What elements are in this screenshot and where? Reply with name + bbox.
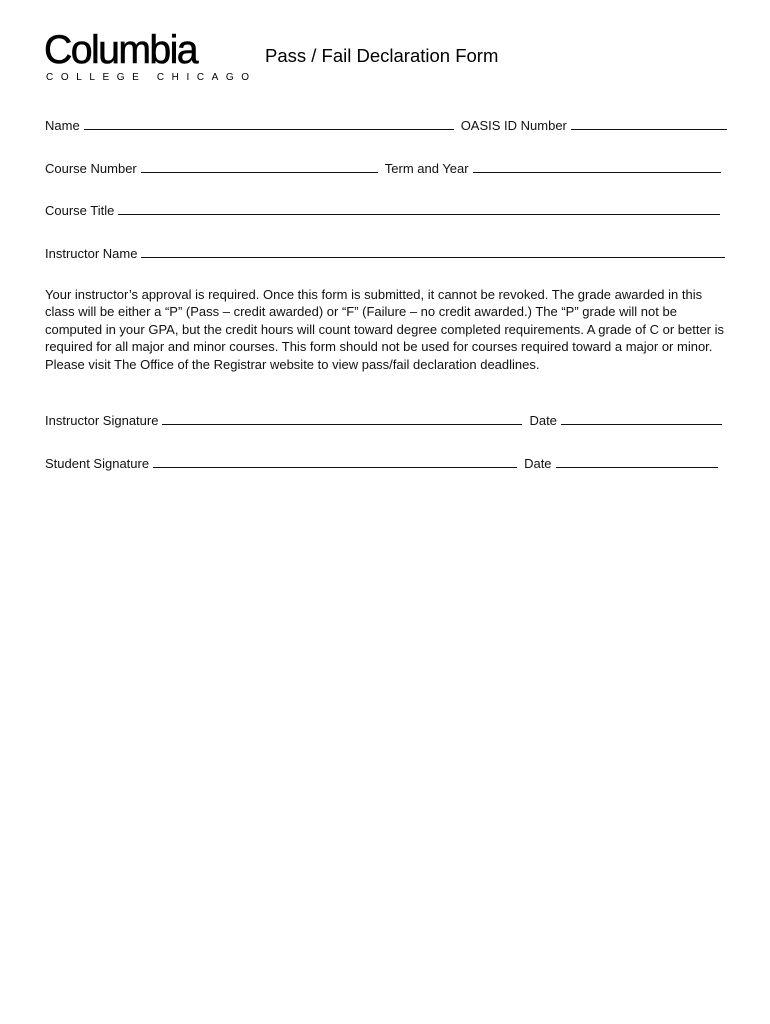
term-year-label: Term and Year bbox=[384, 161, 469, 176]
instructions-paragraph: Your instructor’s approval is required. Once this form is submitted, it cannot be revoked. The grade awarded in this class will be either a “P” (Pass – credit awarded) or “F” (Failure – no credit awarded.) The “P” grade will not be computed in your GPA, but the credit hours will count toward degree completed requirements. A grade of C or better is required for all major and minor courses. This form should not be used for courses required toward a major or minor. Please visit The Office of the Registrar website to view pass/fail declaration deadlines. bbox=[45, 287, 725, 372]
instructor-name-row bbox=[45, 246, 725, 261]
columbia-college-chicago-logo bbox=[44, 28, 257, 86]
logo-wordmark: Columbia bbox=[44, 28, 198, 72]
instructor-name-label: Instructor Name bbox=[45, 246, 138, 261]
course-number-label: Course Number bbox=[45, 161, 137, 176]
course-title-label: Course Title bbox=[45, 203, 115, 218]
page-title: Pass / Fail Declaration Form bbox=[265, 45, 499, 66]
course-term-row bbox=[45, 161, 721, 176]
instructor-name-field[interactable] bbox=[141, 246, 725, 258]
student-date-label: Date bbox=[524, 456, 552, 471]
student-signature-field[interactable] bbox=[153, 456, 517, 468]
course-title-row bbox=[45, 203, 720, 218]
name-oasis-row bbox=[45, 118, 727, 133]
student-date-field[interactable] bbox=[556, 456, 718, 468]
instructor-signature-row bbox=[45, 413, 722, 428]
student-signature-row bbox=[45, 456, 718, 471]
name-label: Name bbox=[45, 118, 80, 133]
course-title-field[interactable] bbox=[118, 203, 720, 215]
course-number-field[interactable] bbox=[141, 161, 378, 173]
oasis-id-label: OASIS ID Number bbox=[460, 118, 567, 133]
logo-subtitle: COLLEGE CHICAGO bbox=[46, 72, 257, 83]
oasis-id-field[interactable] bbox=[571, 118, 727, 130]
instructor-date-field[interactable] bbox=[561, 413, 722, 425]
instructor-signature-field[interactable] bbox=[162, 413, 522, 425]
instructor-date-label: Date bbox=[529, 413, 557, 428]
instructor-signature-label: Instructor Signature bbox=[45, 413, 159, 428]
student-signature-label: Student Signature bbox=[45, 456, 150, 471]
term-year-field[interactable] bbox=[473, 161, 721, 173]
name-field[interactable] bbox=[84, 118, 454, 130]
